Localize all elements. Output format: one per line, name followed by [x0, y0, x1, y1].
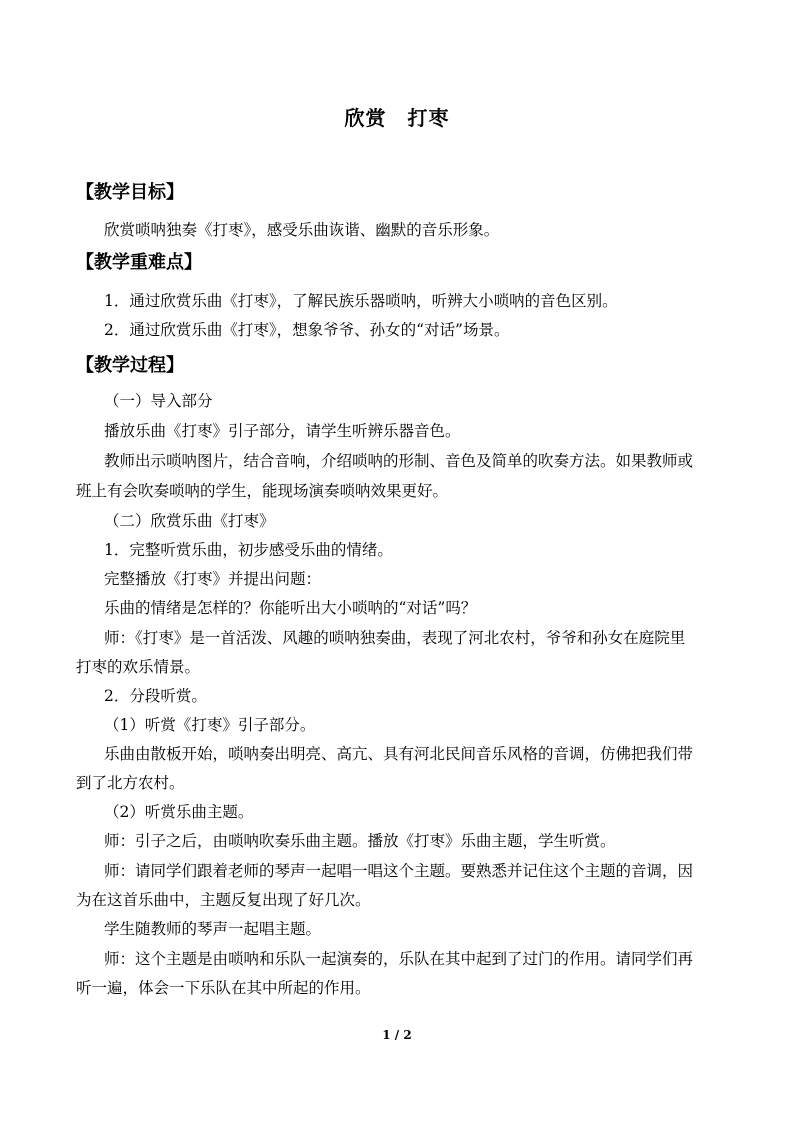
paragraph: 师：引子之后，由唢呐吹奏乐曲主题。播放《打枣》乐曲主题，学生听赏。: [104, 832, 616, 850]
paragraph: 乐曲的情绪是怎样的？你能听出大小唢呐的“对话”吗？: [104, 599, 477, 617]
paragraph: 师：请同学们跟着老师的琴声一起唱一唱这个主题。要熟悉并记住这个主题的音调，因: [104, 862, 694, 880]
paragraph-continuation: 到了北方农村。: [76, 774, 185, 792]
paragraph: 播放乐曲《打枣》引子部分，请学生听辨乐器音色。: [104, 422, 461, 440]
paragraph-continuation: 为在这首乐曲中，主题反复出现了好几次。: [76, 891, 371, 909]
paragraph: （1）听赏《打枣》引子部分。: [104, 716, 316, 734]
subsection-intro: （一）导入部分: [104, 392, 213, 410]
key-point-2: 2．通过欣赏乐曲《打枣》，想象爷爷、孙女的“对话”场景。: [104, 321, 510, 339]
paragraph: 完整播放《打枣》并提出问题：: [104, 570, 322, 588]
goal-text: 欣赏唢呐独奏《打枣》，感受乐曲诙谐、幽默的音乐形象。: [104, 221, 500, 239]
paragraph: 1．完整听赏乐曲，初步感受乐曲的情绪。: [104, 541, 393, 559]
page-number: 1 / 2: [382, 1028, 412, 1042]
paragraph: 师：《打枣》是一首活泼、风趣的唢呐独奏曲，表现了河北农村，爷爷和孙女在庭院里: [104, 629, 686, 647]
paragraph: 学生随教师的琴声一起唱主题。: [104, 920, 322, 938]
paragraph: （2）听赏乐曲主题。: [104, 803, 254, 821]
paragraph: 师：这个主题是由唢呐和乐队一起演奏的，乐队在其中起到了过门的作用。请同学们再: [104, 950, 694, 968]
subsection-appreciation: （二）欣赏乐曲《打枣》: [104, 512, 275, 530]
paragraph: 乐曲由散板开始，唢呐奏出明亮、高亢、具有河北民间音乐风格的音调，仿佛把我们带: [104, 745, 694, 763]
paragraph-continuation: 听一遍，体会一下乐队在其中所起的作用。: [76, 979, 371, 997]
paragraph: 2．分段听赏。: [104, 687, 207, 705]
key-points-heading: 【教学重难点】: [76, 252, 202, 273]
goal-heading: 【教学目标】: [76, 182, 184, 203]
key-point-1: 1．通过欣赏乐曲《打枣》，了解民族乐器唢呐，听辨大小唢呐的音色区别。: [104, 292, 618, 310]
paragraph-continuation: 班上有会吹奏唢呐的学生，能现场演奏唢呐效果更好。: [76, 482, 449, 500]
paragraph: 教师出示唢呐图片，结合音响，介绍唢呐的形制、音色及简单的吹奏方法。如果教师或: [104, 452, 694, 470]
paragraph-continuation: 打枣的欢乐情景。: [76, 658, 201, 676]
process-heading: 【教学过程】: [76, 355, 184, 376]
page-title: 欣赏 打枣: [344, 106, 450, 130]
